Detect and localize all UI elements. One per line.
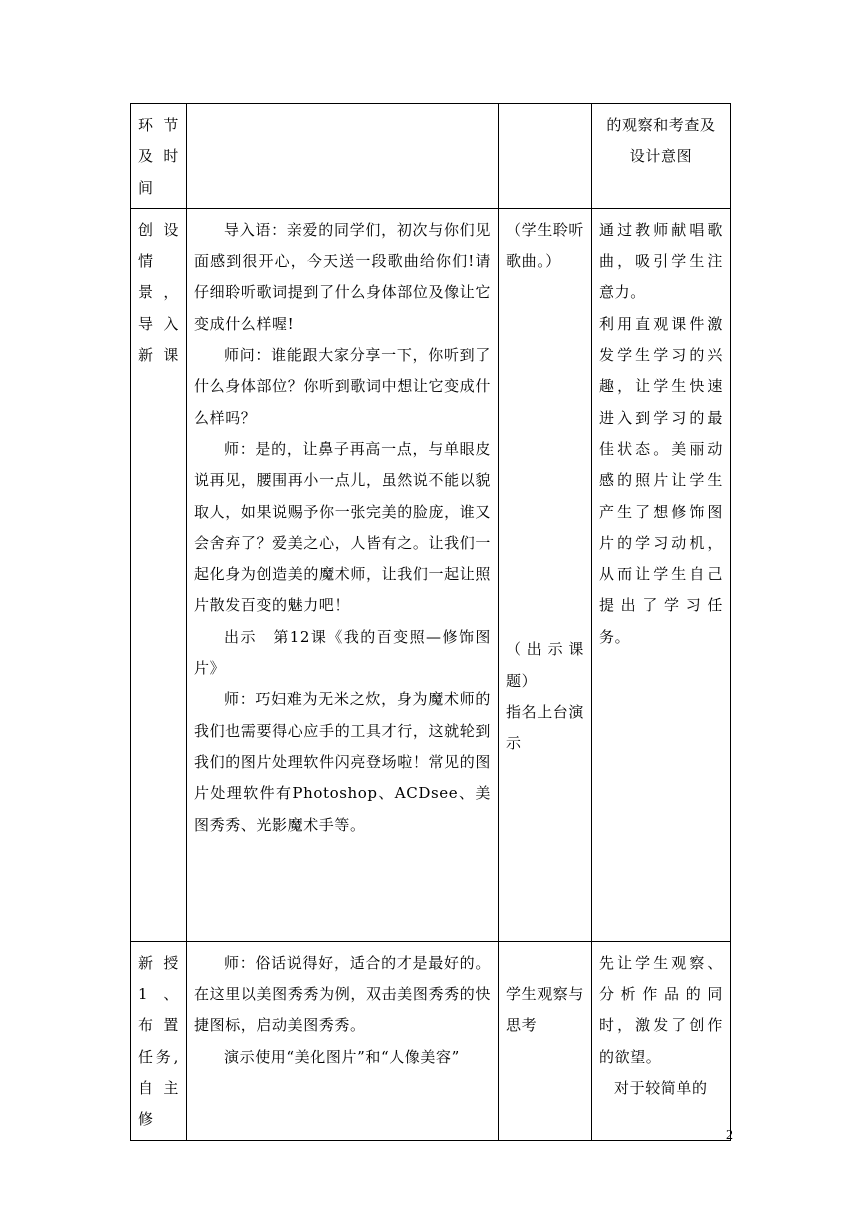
lesson-plan-table — [130, 103, 731, 1141]
intent-paragraph: 利用直观课件激发学生学习的兴趣，让学生快速进入到学习的最佳状态。美丽动感的照片让学生产生了想修饰图片的学习动机，从而让学生自己提出了学习任务。 — [599, 314, 723, 646]
table-row — [131, 208, 731, 941]
teacher-paragraph: 师：巧妇难为无米之炊，身为魔术师的我们也需要得心应手的工具才行，这就轮到我们的图片处理软件闪亮登场啦！常见的图片处理软件有Photoshop、ACDsee、美图秀秀、光影魔术手等。 — [194, 690, 491, 834]
teacher-activity-cell — [187, 208, 499, 941]
student-activity-text: 学生观察与思考 — [506, 984, 585, 1035]
teacher-activity-cell — [187, 941, 499, 1140]
intent-paragraph: 通过教师献唱歌曲，吸引学生注意力。 — [599, 220, 723, 302]
spacer — [506, 277, 584, 634]
teacher-paragraph: 导入语：亲爱的同学们，初次与你们见面感到很开心，今天送一段歌曲给你们!请仔细聆听歌词提到了什么身体部位及像让它变成什么样喔! — [194, 220, 491, 333]
intent-paragraph: 对于较简单的 — [614, 1079, 708, 1098]
table-header-row — [131, 104, 731, 209]
header-design-intent: 的观察和考查及设计意图 — [592, 104, 731, 209]
page-number: 2 — [726, 1128, 733, 1143]
student-activity-cell — [499, 208, 592, 941]
table-row — [131, 941, 731, 1140]
header-stage-time: 环节及时间 — [131, 104, 187, 209]
intent-paragraph: 先让学生观察、分析作品的同时，激发了创作的欲望。 — [599, 953, 723, 1066]
teacher-paragraph: 演示使用“美化图片”和“人像美容” — [224, 1047, 460, 1066]
teacher-paragraph: 出示 第12课《我的百变照—修饰图片》 — [194, 627, 491, 678]
stage-cell: 新授1、布置任务,自主修 — [131, 941, 187, 1140]
student-activity-cell — [499, 941, 592, 1140]
header-teacher-activity — [187, 104, 499, 209]
design-intent-cell — [592, 941, 731, 1140]
student-activity-text: （出示课题） — [506, 640, 584, 690]
student-activity-text: （学生聆听歌曲。） — [506, 220, 585, 271]
stage-cell: 创设情景，导入新课 — [131, 208, 187, 941]
teacher-paragraph: 师：俗话说得好，适合的才是最好的。在这里以美图秀秀为例，双击美图秀秀的快捷图标，启动美图秀秀。 — [194, 953, 491, 1035]
teacher-paragraph: 师：是的，让鼻子再高一点，与单眼皮说再见，腰围再小一点儿，虽然说不能以貌取人，如果说赐予你一张完美的脸庞，谁又会舍弃了？爱美之心，人皆有之。让我们一起化身为创造美的魔术师，让我们一起让照片散发百变的魅力吧！ — [194, 439, 491, 615]
design-intent-cell — [592, 208, 731, 941]
header-student-activity — [499, 104, 592, 209]
student-activity-text: 指名上台演示 — [506, 703, 585, 753]
teacher-paragraph: 师问：谁能跟大家分享一下，你听到了什么身体部位？你听到歌词中想让它变成什么样吗？ — [194, 346, 491, 427]
